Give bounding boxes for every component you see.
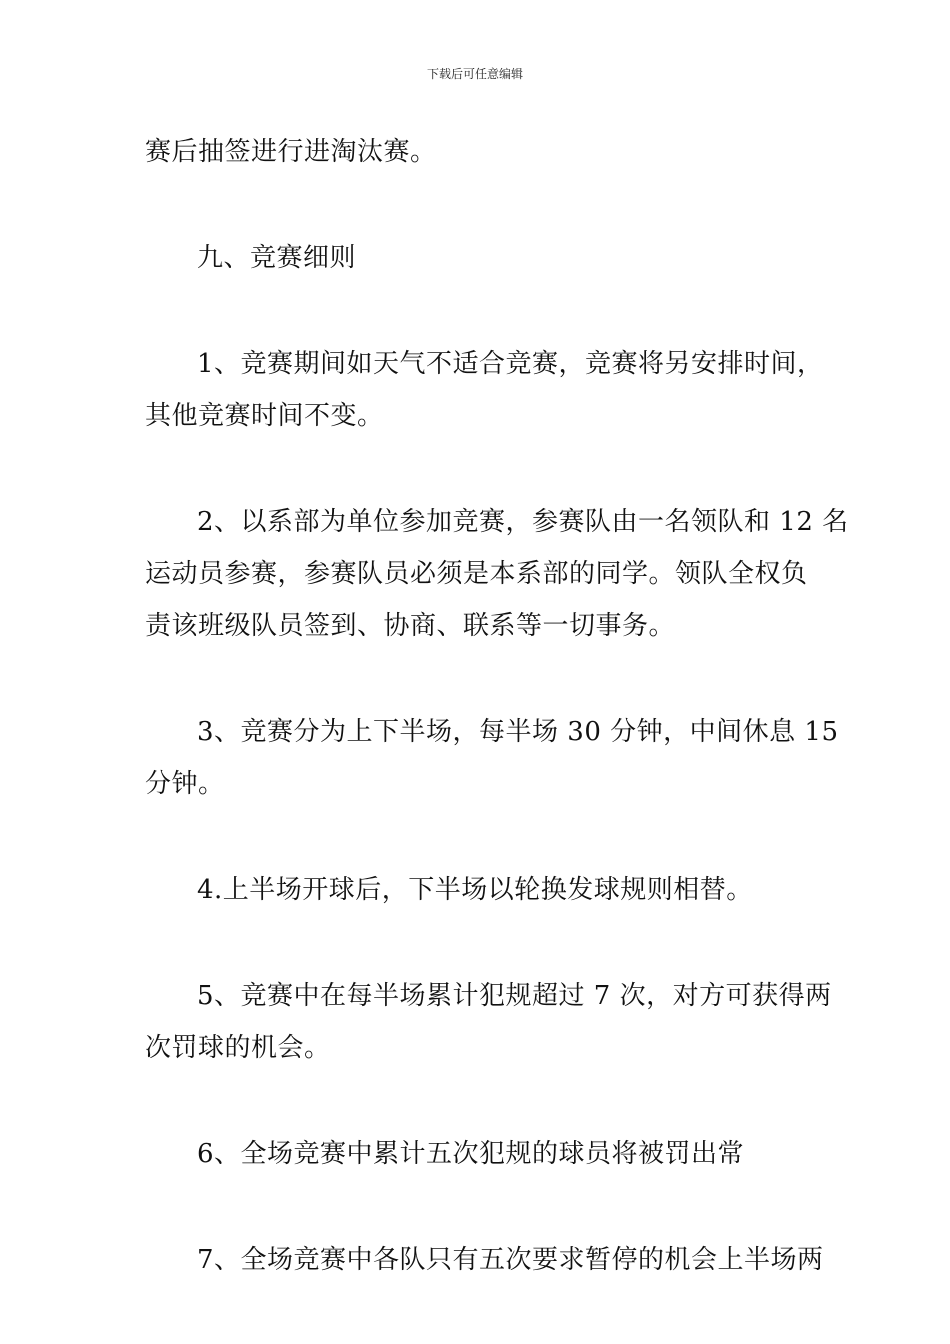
paragraph-line: 责该班级队员签到、协商、联系等一切事务。 bbox=[145, 611, 676, 641]
rule-item-6 bbox=[145, 1128, 810, 1180]
paragraph-line: 5、竞赛中在每半场累计犯规超过 7 次，对方可获得两 bbox=[197, 981, 832, 1011]
rule-item-2 bbox=[145, 496, 849, 652]
rule-item-4 bbox=[145, 864, 810, 916]
paragraph-line: 1、竞赛期间如天气不适合竞赛，竞赛将另安排时间， bbox=[197, 349, 824, 379]
paragraph-line: 4.上半场开球后，下半场以轮换发球规则相替。 bbox=[197, 875, 753, 905]
paragraph-line: 次罚球的机会。 bbox=[145, 1033, 331, 1063]
page-header: 下载后可任意编辑 bbox=[426, 67, 523, 81]
paragraph-line: 其他竞赛时间不变。 bbox=[145, 401, 384, 431]
section-heading bbox=[145, 232, 810, 284]
paragraph-line: 2、以系部为单位参加竞赛，参赛队由一名领队和 12 名 bbox=[197, 507, 849, 537]
paragraph-line: 赛后抽签进行进淘汰赛。 bbox=[145, 137, 437, 167]
rule-item-1 bbox=[145, 338, 824, 442]
rule-item-5 bbox=[145, 970, 832, 1074]
rule-item-7 bbox=[145, 1234, 824, 1286]
paragraph-line: 分钟。 bbox=[145, 769, 225, 799]
paragraph-line: 九、竞赛细则 bbox=[197, 243, 357, 273]
paragraph-line: 6、全场竞赛中累计五次犯规的球员将被罚出常 bbox=[197, 1139, 745, 1169]
paragraph-1 bbox=[145, 126, 810, 178]
document-body bbox=[145, 126, 849, 1340]
paragraph-line: 运动员参赛，参赛队员必须是本系部的同学。领队全权负 bbox=[145, 559, 808, 589]
rule-item-3 bbox=[145, 706, 839, 810]
paragraph-line: 7、全场竞赛中各队只有五次要求暂停的机会上半场两 bbox=[197, 1245, 824, 1275]
paragraph-line: 3、竞赛分为上下半场，每半场 30 分钟，中间休息 15 bbox=[197, 717, 839, 747]
